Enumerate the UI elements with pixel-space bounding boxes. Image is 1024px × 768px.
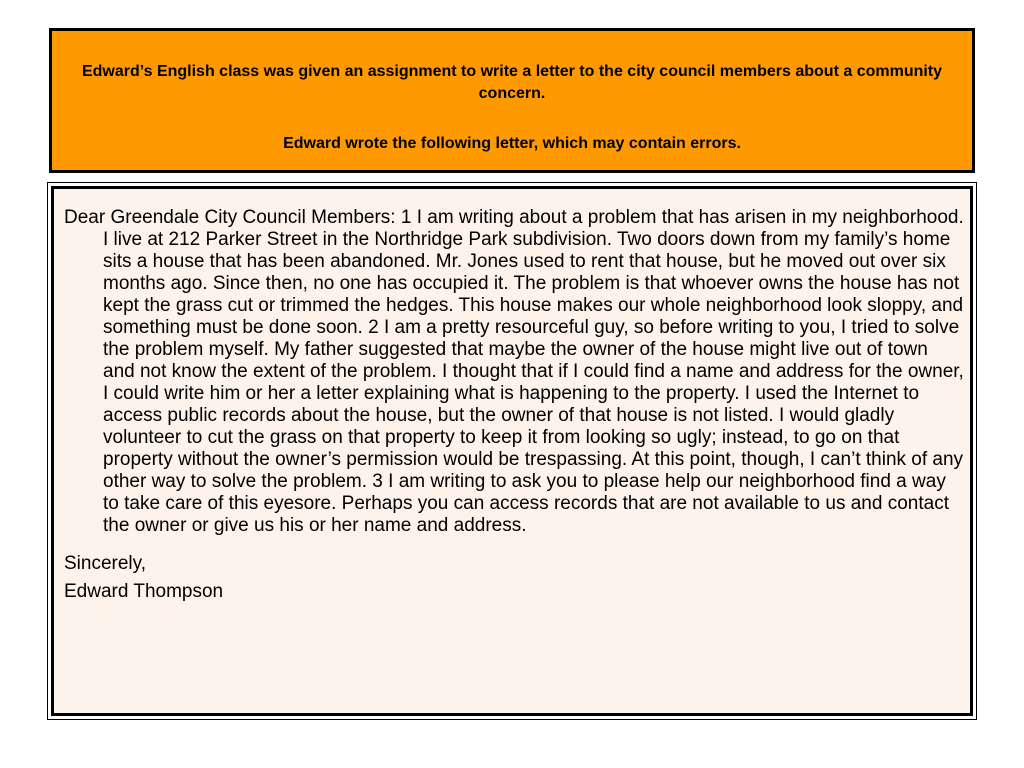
prompt-instruction: Edward’s English class was given an assignment to write a letter to the city council members about a community concern. xyxy=(81,63,943,102)
letter-signature: Edward Thompson xyxy=(64,581,224,602)
letter-closing: Sincerely, xyxy=(64,553,147,574)
prompt-box xyxy=(49,28,975,173)
prompt-note: Edward wrote the following letter, which may contain errors. xyxy=(283,135,741,152)
letter-frame xyxy=(47,182,977,720)
letter-body-paragraph: Dear Greendale City Council Members: 1 I am writing about a problem that has arisen in my neighborhood. I live at 212 Parker Street in the Northridge Park subdivision. Two doors down from my family’s home sits a house that has been abandoned. Mr. Jones used to rent that house, but he moved out over six months ago. Since then, no one has occupied it. The problem is that whoever owns the house has not kept the grass cut or trimmed the hedges. This house makes our whole neighborhood look sloppy, and something must be done soon. 2 I am a pretty resourceful guy, so before writing to you, I tried to solve the problem myself. My father suggested that maybe the owner of the house might live out of town and not know the extent of the problem. I thought that if I could find a name and address for the owner, I could write him or her a letter explaining what is happening to the property. I used the Internet to access public records about the house, but the owner of that house is not listed. I would gladly volunteer to cut the grass on that property to keep it from looking so ugly; instead, to go on that property without the owner’s permission would be trespassing. At this point, though, I can’t think of any other way to solve the problem. 3 I am writing to ask you to please help our neighborhood find a way to take care of this eyesore. Perhaps you can access records that are not available to us and contact the owner or give us his or her name and address. xyxy=(64,207,964,536)
letter-panel xyxy=(51,186,973,716)
letter-content xyxy=(64,207,964,603)
